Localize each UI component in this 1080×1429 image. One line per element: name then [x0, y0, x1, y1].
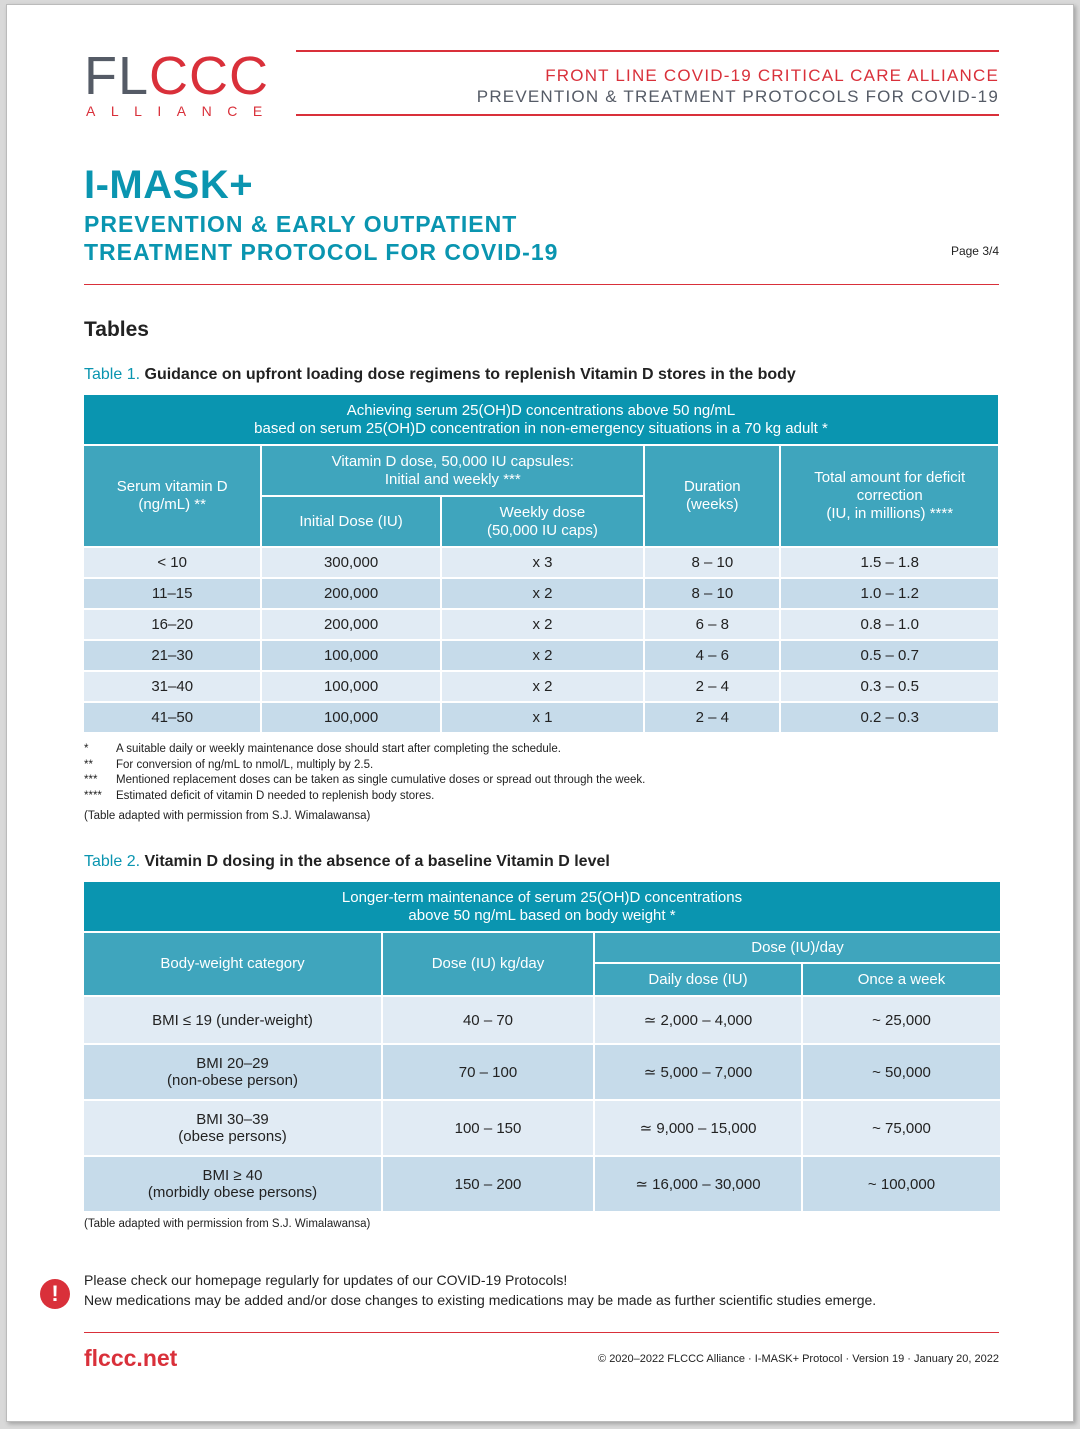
col-initial-dose: Initial Dose (IU) [261, 496, 440, 547]
body-weight-line: BMI ≥ 40 [202, 1167, 263, 1184]
table-cell: ≃ 2,000 – 4,000 [594, 996, 802, 1044]
table-cell: x 2 [441, 609, 644, 640]
footnote-text: Estimated deficit of vitamin D needed to replenish body stores. [116, 789, 435, 802]
table-cell: 40 – 70 [382, 996, 594, 1044]
table2-credit: (Table adapted with permission from S.J. Wimalawansa) [84, 1218, 371, 1230]
alert-message: Please check our homepage regularly for updates of our COVID-19 Protocols! New medications may be added and/or dose changes to existing medications may be made as further scientific studies emerge. [84, 1272, 877, 1308]
table2-top-header: Longer-term maintenance of serum 25(OH)D concentrations above 50 ng/mL based on body weight * [83, 881, 1001, 932]
col-serum-vitamin-d: Serum vitamin D (ng/mL) ** [83, 445, 261, 547]
col-total-amount: Total amount for deficit correction (IU, in millions) **** [780, 445, 999, 547]
table-row [83, 702, 999, 733]
footnote-mark: *** [84, 774, 98, 786]
col-body-weight: Body-weight category [83, 932, 382, 996]
table-cell: 0.5 – 0.7 [780, 640, 999, 671]
table-cell: x 3 [441, 547, 644, 578]
table-cell: 100,000 [261, 671, 440, 702]
header-top-rule [296, 50, 999, 52]
table-cell: 1.0 – 1.2 [780, 578, 999, 609]
table1-caption: Table 1. Guidance on upfront loading dose regimens to replenish Vitamin D stores in the body [84, 366, 796, 383]
footnote [84, 758, 645, 774]
table-cell: 100,000 [261, 640, 440, 671]
body-weight-line: BMI ≤ 19 (under-weight) [152, 1011, 313, 1029]
table-cell: < 10 [83, 547, 261, 578]
table-row [83, 1156, 1001, 1212]
footer-copyright: © 2020–2022 FLCCC Alliance · I-MASK+ Protocol · Version 19 · January 20, 2022 [598, 1353, 999, 1365]
body-weight-cell [83, 1044, 382, 1100]
table-cell: 200,000 [261, 578, 440, 609]
col-dose-kg-day: Dose (IU) kg/day [382, 932, 594, 996]
table-cell: 8 – 10 [644, 578, 780, 609]
table-cell: 4 – 6 [644, 640, 780, 671]
table-cell: ~ 50,000 [802, 1044, 1001, 1100]
header-subtitle: PREVENTION & TREATMENT PROTOCOLS FOR COVID-19 [476, 87, 999, 106]
table-cell: 1.5 – 1.8 [780, 547, 999, 578]
body-weight-line: BMI 30–39 [196, 1111, 269, 1128]
table-cell: 100,000 [261, 702, 440, 733]
document-page [6, 4, 1074, 1422]
table-cell: 200,000 [261, 609, 440, 640]
table-cell: 100 – 150 [382, 1100, 594, 1156]
table1-footnotes [84, 742, 645, 804]
footnote-text: Mentioned replacement doses can be taken as single cumulative doses or spread out through the week. [116, 774, 646, 786]
body-weight-cell [83, 1100, 382, 1156]
body-weight-line: (non-obese person) [167, 1072, 298, 1089]
footer-url-link[interactable]: flccc.net [84, 1345, 178, 1371]
table-cell: ~ 75,000 [802, 1100, 1001, 1156]
col-dose-per-day: Dose (IU)/day [594, 932, 1001, 963]
table-cell: ≃ 5,000 – 7,000 [594, 1044, 802, 1100]
footnote-mark: **** [84, 789, 102, 802]
footer-rule [84, 1332, 999, 1333]
footnote-text: For conversion of ng/mL to nmol/L, multiply by 2.5. [116, 758, 374, 771]
body-weight-cell [83, 1156, 382, 1212]
table-cell: 70 – 100 [382, 1044, 594, 1100]
col-once-a-week: Once a week [802, 963, 1001, 996]
col-daily-dose: Daily dose (IU) [594, 963, 802, 996]
footnote [84, 789, 645, 805]
table-cell: 41–50 [83, 702, 261, 733]
table-cell: 150 – 200 [382, 1156, 594, 1212]
body-weight-line: (morbidly obese persons) [147, 1184, 318, 1201]
protocol-title: I-MASK+ [84, 163, 254, 207]
body-weight-line: (obese persons) [178, 1128, 287, 1145]
table-cell: ~ 25,000 [802, 996, 1001, 1044]
table-cell: ~ 100,000 [802, 1156, 1001, 1212]
table-cell: ≃ 16,000 – 30,000 [594, 1156, 802, 1212]
table-cell: x 2 [441, 671, 644, 702]
table-cell: x 2 [441, 578, 644, 609]
protocol-subtitle: PREVENTION & EARLY OUTPATIENT TREATMENT PROTOCOL FOR COVID-19 [84, 211, 559, 265]
footnote-text: A suitable daily or weekly maintenance dose should start after completing the schedule. [116, 743, 561, 755]
table-cell: x 1 [441, 702, 644, 733]
col-vitamin-d-dose: Vitamin D dose, 50,000 IU capsules: Initial and weekly *** [261, 445, 644, 496]
table1-credit: (Table adapted with permission from S.J. Wimalawansa) [84, 810, 371, 822]
table2-caption: Table 2. Vitamin D dosing in the absence of a baseline Vitamin D level [84, 853, 610, 870]
table-cell: 0.3 – 0.5 [780, 671, 999, 702]
alert-icon: ! [40, 1279, 70, 1309]
org-name: FRONT LINE COVID-19 CRITICAL CARE ALLIANCE [545, 66, 999, 85]
table-row [83, 1100, 1001, 1156]
table-cell: x 2 [441, 640, 644, 671]
table-cell: 6 – 8 [644, 609, 780, 640]
title-rule [84, 284, 999, 285]
table-cell: ≃ 9,000 – 15,000 [594, 1100, 802, 1156]
table-cell: 2 – 4 [644, 702, 780, 733]
table2 [82, 880, 1002, 1213]
footnote [84, 773, 645, 789]
page-number: Page 3/4 [950, 244, 999, 258]
table-row [83, 578, 999, 609]
body-weight-line: BMI 20–29 [196, 1055, 269, 1072]
table-cell: 2 – 4 [644, 671, 780, 702]
table-cell: 8 – 10 [644, 547, 780, 578]
table-cell: 0.8 – 1.0 [780, 609, 999, 640]
table-cell: 300,000 [261, 547, 440, 578]
table-row [83, 547, 999, 578]
body-weight-cell [83, 996, 382, 1044]
table1-top-header: Achieving serum 25(OH)D concentrations above 50 ng/mL based on serum 25(OH)D concentration in non-emergency situations in a 70 kg adult * [83, 394, 999, 445]
table-row [83, 640, 999, 671]
section-heading: Tables [84, 318, 149, 341]
header-bottom-rule [296, 114, 999, 116]
table-cell: 31–40 [83, 671, 261, 702]
table1 [82, 393, 1000, 734]
footnote [84, 742, 645, 758]
footnote-mark: ** [84, 758, 93, 771]
table-cell: 21–30 [83, 640, 261, 671]
table-row [83, 1044, 1001, 1100]
table-row [83, 671, 999, 702]
col-weekly-dose: Weekly dose (50,000 IU caps) [441, 496, 644, 547]
flccc-logo: FLCCC ALLIANCE [84, 46, 278, 119]
col-duration: Duration (weeks) [644, 445, 780, 547]
table-cell: 16–20 [83, 609, 261, 640]
table-row [83, 996, 1001, 1044]
table-row [83, 609, 999, 640]
table-cell: 11–15 [83, 578, 261, 609]
table-cell: 0.2 – 0.3 [780, 702, 999, 733]
footnote-mark: * [84, 743, 89, 755]
